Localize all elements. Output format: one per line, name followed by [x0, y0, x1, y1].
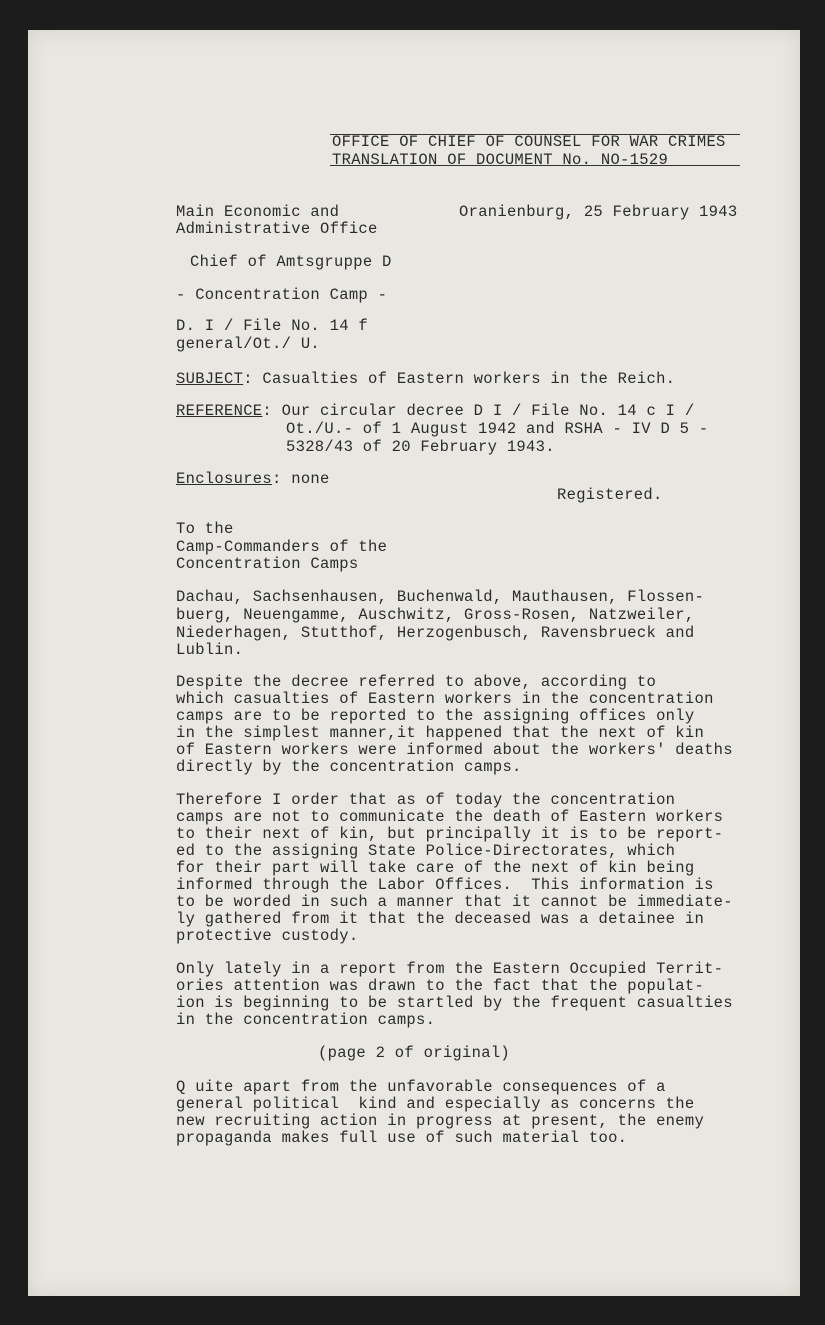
registered-stamp: Registered.: [557, 486, 663, 504]
subject-line: [176, 370, 675, 388]
subject-label: SUBJECT: [176, 370, 244, 388]
para1-line: camps are to be reported to the assigning offices only: [176, 707, 695, 725]
para1-line: in the simplest manner,it happened that the next of kin: [176, 724, 705, 742]
para1-line: directly by the concentration camps.: [176, 758, 522, 776]
recipient-line-3: Concentration Camps: [176, 555, 359, 573]
para2-line: to their next of kin, but principally it is to be report-: [176, 825, 724, 843]
header-office-title: OFFICE OF CHIEF OF COUNSEL FOR WAR CRIMES: [332, 133, 726, 151]
para2-line: informed through the Labor Offices. This information is: [176, 876, 714, 894]
file-line-1: D. I / File No. 14 f: [176, 317, 369, 335]
reference-label: REFERENCE: [176, 402, 263, 420]
para2-line: protective custody.: [176, 927, 359, 945]
para3-line: ion is beginning to be startled by the frequent casualties: [176, 994, 733, 1012]
para4-line: Q uite apart from the unfavorable consequences of a: [176, 1078, 666, 1096]
para1-line: which casualties of Eastern workers in the concentration: [176, 690, 714, 708]
enclosures-label: Enclosures: [176, 470, 273, 488]
para3-line: ories attention was drawn to the fact that the populat-: [176, 977, 705, 995]
para2-line: camps are not to communicate the death of Eastern workers: [176, 808, 724, 826]
header-underline: [330, 165, 740, 166]
recipient-line-2: Camp-Commanders of the: [176, 538, 388, 556]
para2-line: Therefore I order that as of today the concentration: [176, 791, 676, 809]
header-translation-title: TRANSLATION OF DOCUMENT No. NO-1529: [332, 151, 669, 169]
camp-line: - Concentration Camp -: [176, 286, 388, 304]
reference-text-3: 5328/43 of 20 February 1943.: [286, 438, 555, 456]
enclosures-line: [176, 470, 330, 488]
para4-line: propaganda makes full use of such material too.: [176, 1129, 628, 1147]
para2-line: ly gathered from it that the deceased was a detainee in: [176, 910, 705, 928]
para4-line: general political kind and especially as concerns the: [176, 1095, 695, 1113]
para3-line: Only lately in a report from the Eastern Occupied Territ-: [176, 960, 724, 978]
para2-line: to be worded in such a manner that it cannot be immediate-: [176, 893, 733, 911]
sender-line-2: Administrative Office: [176, 220, 378, 238]
reference-text-2: Ot./U.- of 1 August 1942 and RSHA - IV D 5 -: [286, 420, 709, 438]
chief-line: Chief of Amtsgruppe D: [190, 253, 392, 271]
para3-line: in the concentration camps.: [176, 1011, 436, 1029]
file-line-2: general/Ot./ U.: [176, 335, 321, 353]
para2-line: for their part will take care of the next of kin being: [176, 859, 695, 877]
recipient-line-1: To the: [176, 520, 234, 538]
camps-line-1: Dachau, Sachsenhausen, Buchenwald, Mauthausen, Flossen-: [176, 588, 705, 606]
para1-line: Despite the decree referred to above, according to: [176, 673, 657, 691]
para4-line: new recruiting action in progress at present, the enemy: [176, 1112, 705, 1130]
para1-line: of Eastern workers were informed about the workers' deaths: [176, 741, 733, 759]
place-date: Oranienburg, 25 February 1943: [459, 203, 738, 221]
camps-line-4: Lublin.: [176, 641, 244, 659]
reference-text-1: : Our circular decree D I / File No. 14 c I /: [262, 402, 695, 420]
camps-line-2: buerg, Neuengamme, Auschwitz, Gross-Rosen, Natzweiler,: [176, 606, 695, 624]
enclosures-text: : none: [272, 470, 330, 488]
subject-text: : Casualties of Eastern workers in the Reich.: [243, 370, 676, 388]
sender-line-1: Main Economic and: [176, 203, 340, 221]
para2-line: ed to the assigning State Police-Directorates, which: [176, 842, 676, 860]
reference-line-1: [176, 402, 695, 420]
page-note: (page 2 of original): [318, 1044, 511, 1062]
camps-line-3: Niederhagen, Stutthof, Herzogenbusch, Ravensbrueck and: [176, 624, 695, 642]
